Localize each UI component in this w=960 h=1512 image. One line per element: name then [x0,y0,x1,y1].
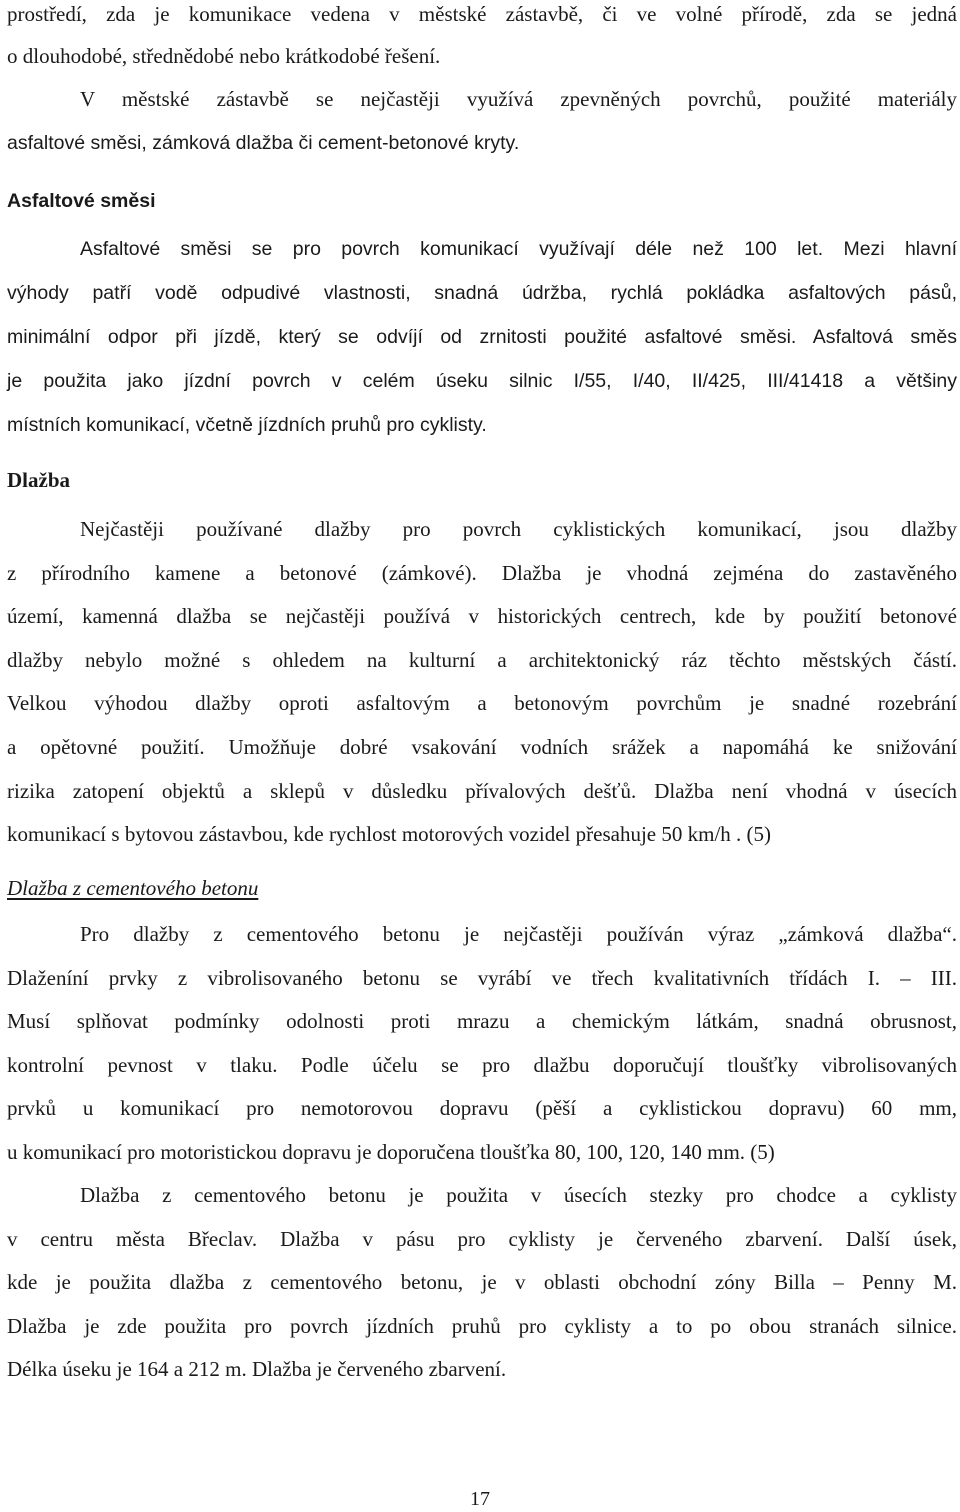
paragraph-line: asfaltové směsi, zámková dlažba či cement-betonové kryty. [7,132,520,154]
paragraph-line: Dlaženíní prvky z vibrolisovaného betonu se vyrábí ve třech kvalitativních třídách I. – III. [7,966,957,990]
paragraph-line: Dlažba z cementového betonu je použita v úsecích stezky pro chodce a cyklisty [80,1183,957,1207]
paragraph-line: V městské zástavbě se nejčastěji využívá zpevněných povrchů, použité materiály [80,87,957,111]
paragraph-line: Dlažba je zde použita pro povrch jízdních pruhů pro cyklisty a to po obou stranách silnice. [7,1314,957,1338]
paragraph-line: Velkou výhodou dlažby oproti asfaltovým a betonovým povrchům je snadné rozebrání [7,691,957,715]
paragraph-line: kde je použita dlažba z cementového betonu, je v oblasti obchodní zóny Billa – Penny M. [7,1270,957,1294]
paragraph-line: prvků u komunikací pro nemotorovou dopravu (pěší a cyklistickou dopravu) 60 mm, [7,1096,957,1120]
paragraph-line: v centru města Břeclav. Dlažba v pásu pro cyklisty je červeného zbarvení. Další úsek, [7,1227,957,1251]
paragraph-line: dlažby nebylo možné s ohledem na kulturní a architektonický ráz těchto městských částí. [7,648,957,672]
paragraph-line: výhody patří vodě odpudivé vlastnosti, snadná údržba, rychlá pokládka asfaltových pásů, [7,282,957,304]
section-heading-asphalt: Asfaltové směsi [7,190,156,212]
paragraph-line: z přírodního kamene a betonové (zámkové). Dlažba je vhodná zejména do zastavěného [7,561,957,585]
section-heading-cement-paving: Dlažba z cementového betonu [7,876,259,900]
paragraph-line: Pro dlažby z cementového betonu je nejčastěji používán výraz „zámková dlažba“. [80,922,957,946]
paragraph-line: místních komunikací, včetně jízdních pruhů pro cyklisty. [7,414,487,436]
paragraph-line: rizika zatopení objektů a sklepů v důsledku přívalových dešťů. Dlažba není vhodná v úsecích [7,779,957,803]
paragraph-line: u komunikací pro motoristickou dopravu je doporučena tloušťka 80, 100, 120, 140 mm. (5) [7,1140,775,1164]
paragraph-line: prostředí, zda je komunikace vedena v městské zástavbě, či ve volné přírodě, zda se jedná [7,2,957,26]
page-number: 17 [470,1488,490,1510]
paragraph-line: minimální odpor při jízdě, který se odvíjí od zrnitosti použité asfaltové směsi. Asfaltová směs [7,326,957,348]
section-heading-paving: Dlažba [7,468,70,492]
paragraph-line: a opětovné použití. Umožňuje dobré vsakování vodních srážek a napomáhá ke snižování [7,735,957,759]
paragraph-line: komunikací s bytovou zástavbou, kde rychlost motorových vozidel přesahuje 50 km/h . (5) [7,822,772,846]
paragraph-line: území, kamenná dlažba se nejčastěji používá v historických centrech, kde by použití betonové [7,604,957,628]
paragraph-line: o dlouhodobé, střednědobé nebo krátkodobé řešení. [7,44,441,68]
paragraph-line: Musí splňovat podmínky odolnosti proti mrazu a chemickým látkám, snadná obrusnost, [7,1009,957,1033]
paragraph-line: kontrolní pevnost v tlaku. Podle účelu se pro dlažbu doporučují tloušťky vibrolisovaných [7,1053,957,1077]
paragraph-line: Délka úseku je 164 a 212 m. Dlažba je červeného zbarvení. [7,1357,507,1381]
paragraph-line: Asfaltové směsi se pro povrch komunikací využívají déle než 100 let. Mezi hlavní [80,238,957,260]
paragraph-line: je použita jako jízdní povrch v celém úseku silnic I/55, I/40, II/425, III/41418 a většiny [7,370,957,392]
paragraph-line: Nejčastěji používané dlažby pro povrch cyklistických komunikací, jsou dlažby [80,517,957,541]
